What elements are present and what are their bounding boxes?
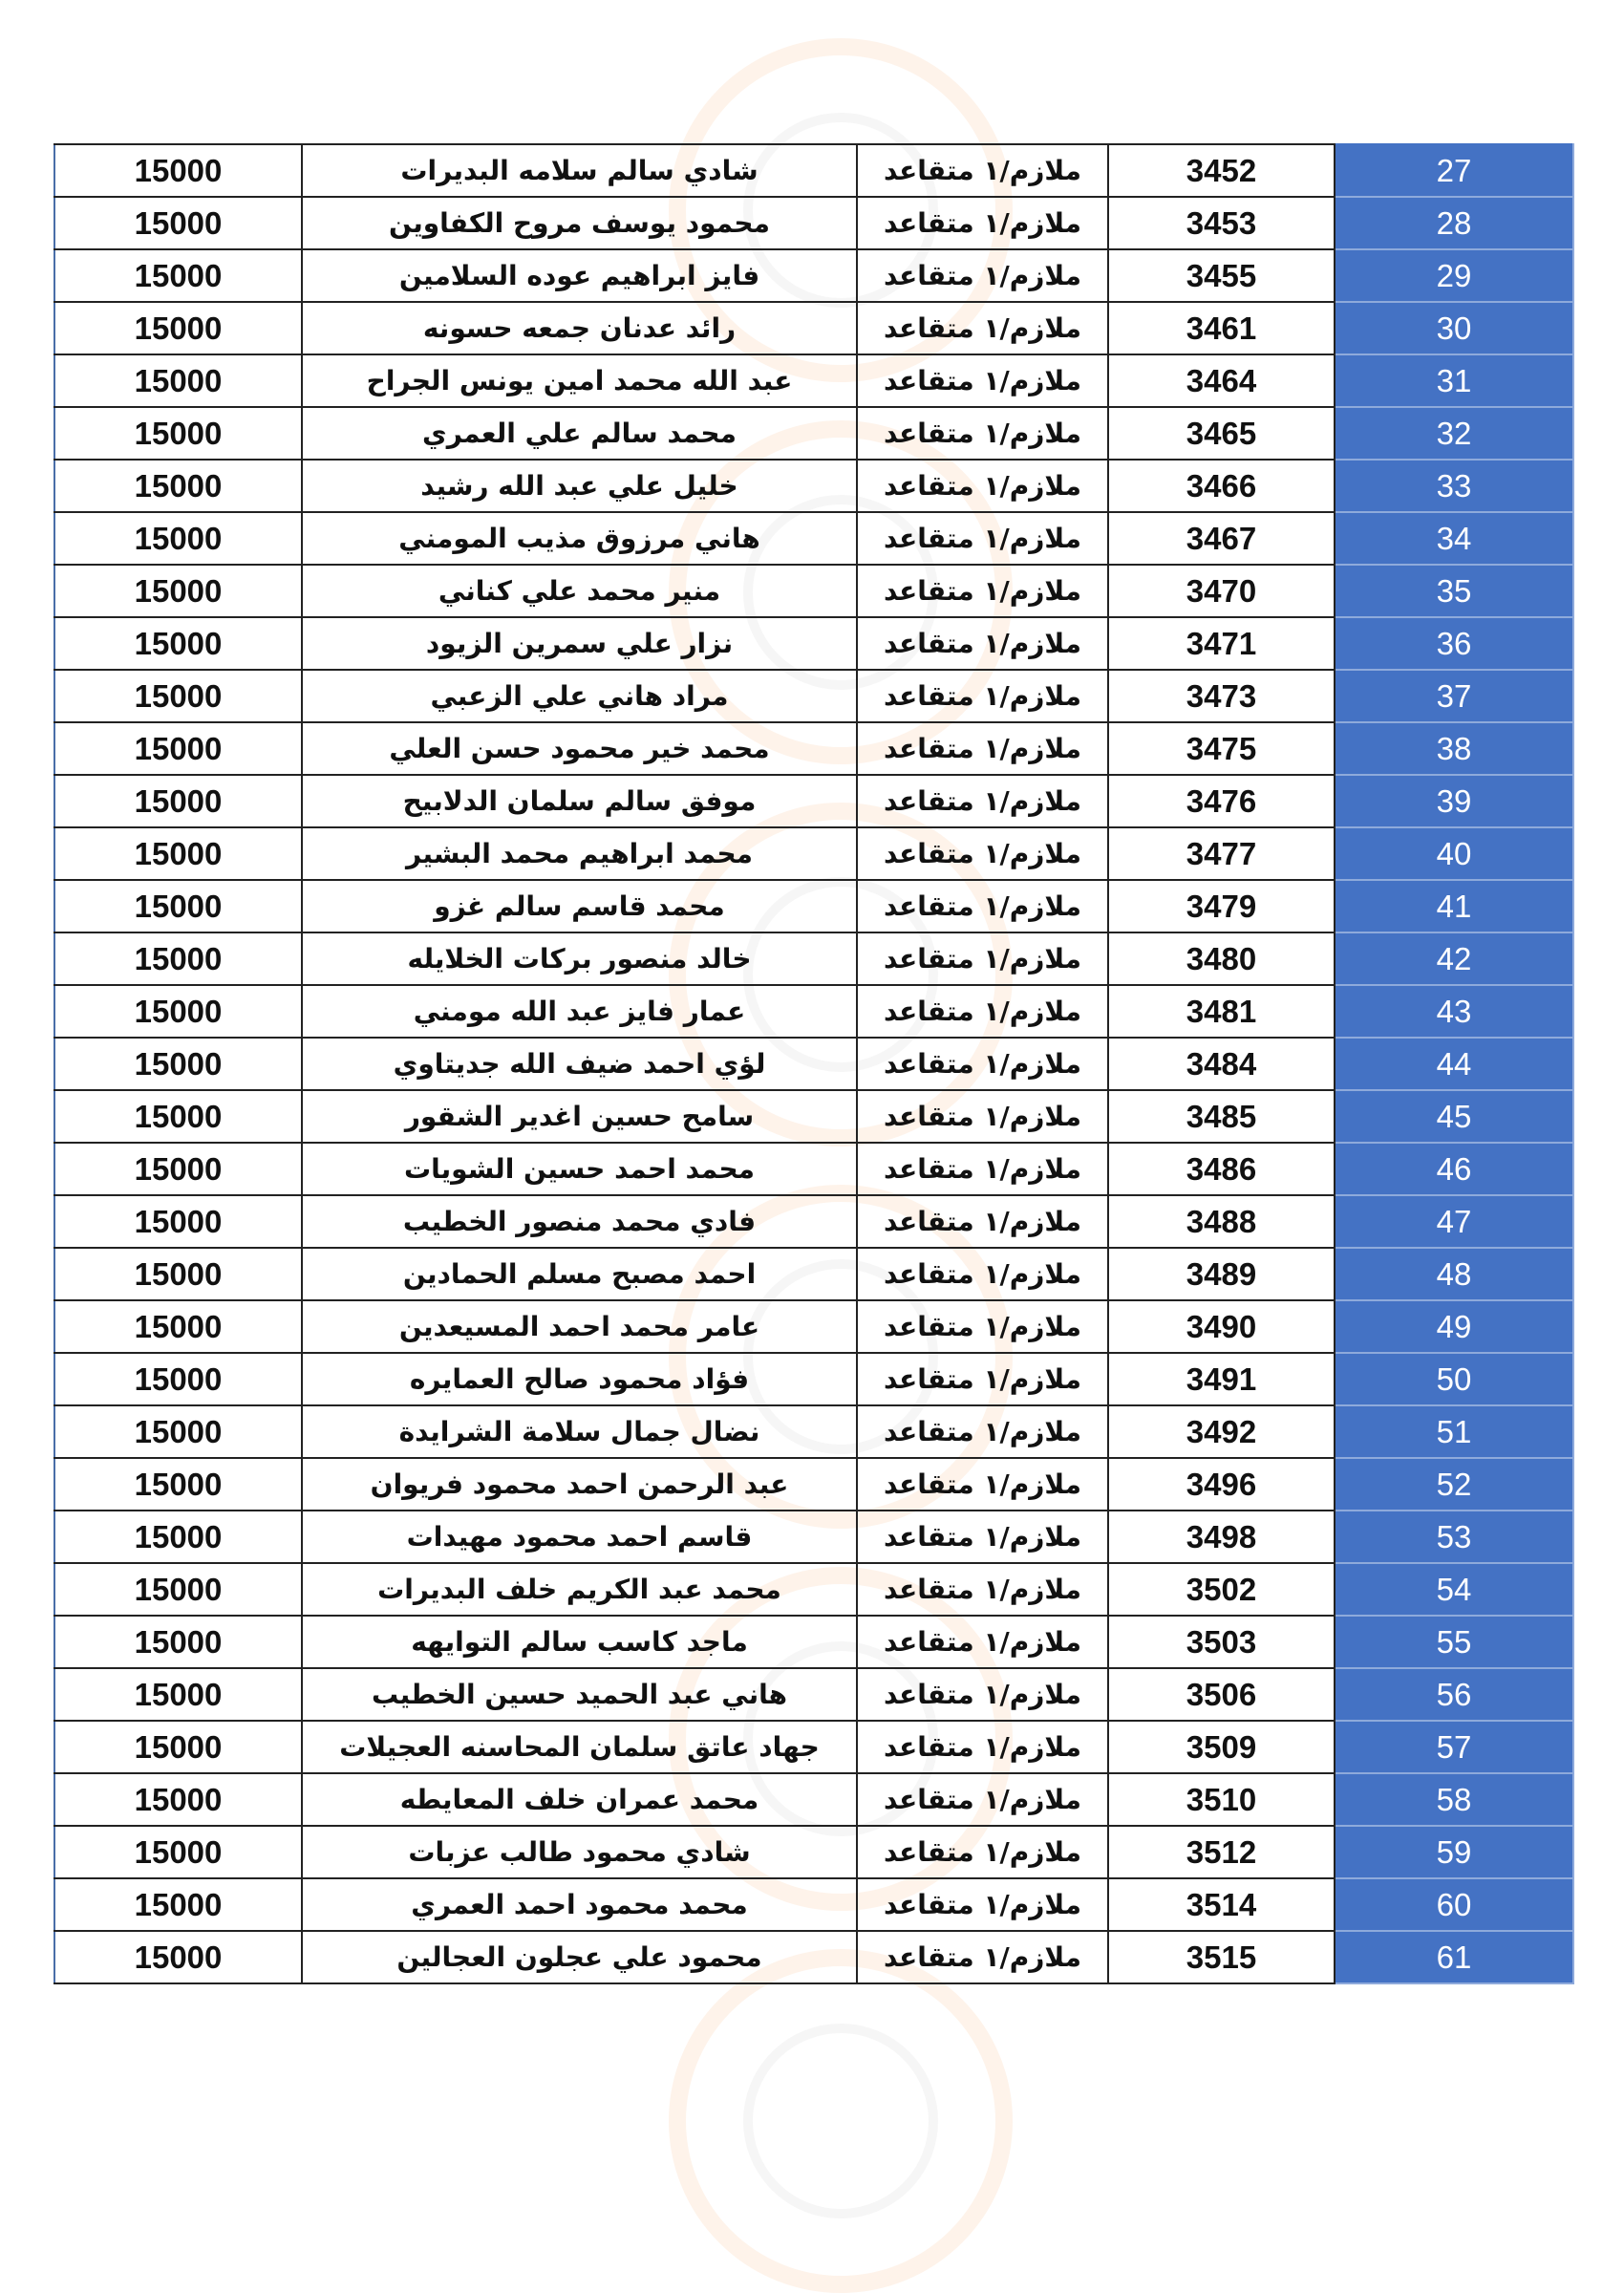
sequence-cell: 29 xyxy=(1335,249,1573,302)
name-cell: عبد الله محمد امين يونس الجراح xyxy=(302,354,857,407)
military-number-cell: 3502 xyxy=(1108,1563,1335,1616)
military-number-cell: 3461 xyxy=(1108,302,1335,354)
amount-cell: 15000 xyxy=(54,1300,302,1353)
table-row xyxy=(54,1090,1573,1143)
military-number-cell: 3514 xyxy=(1108,1878,1335,1931)
sequence-cell: 31 xyxy=(1335,354,1573,407)
military-number-cell: 3492 xyxy=(1108,1405,1335,1458)
rank-cell: ملازم/١ متقاعد xyxy=(857,354,1108,407)
amount-cell: 15000 xyxy=(54,565,302,617)
rank-cell: ملازم/١ متقاعد xyxy=(857,460,1108,512)
amount-cell: 15000 xyxy=(54,1931,302,1983)
amount-cell: 15000 xyxy=(54,460,302,512)
name-cell: محمد احمد حسين الشويات xyxy=(302,1143,857,1195)
military-number-cell: 3488 xyxy=(1108,1195,1335,1248)
table-row xyxy=(54,880,1573,932)
sequence-cell: 48 xyxy=(1335,1248,1573,1300)
sequence-cell: 52 xyxy=(1335,1458,1573,1511)
name-cell: محمد عبد الكريم خلف البديرات xyxy=(302,1563,857,1616)
military-number-cell: 3490 xyxy=(1108,1300,1335,1353)
sequence-cell: 54 xyxy=(1335,1563,1573,1616)
table-row xyxy=(54,1038,1573,1090)
name-cell: فايز ابراهيم عوده السلامين xyxy=(302,249,857,302)
sequence-cell: 60 xyxy=(1335,1878,1573,1931)
amount-cell: 15000 xyxy=(54,880,302,932)
sequence-cell: 53 xyxy=(1335,1511,1573,1563)
name-cell: عامر محمد احمد المسيعدين xyxy=(302,1300,857,1353)
amount-cell: 15000 xyxy=(54,1353,302,1405)
sequence-cell: 58 xyxy=(1335,1773,1573,1826)
military-number-cell: 3515 xyxy=(1108,1931,1335,1983)
rank-cell: ملازم/١ متقاعد xyxy=(857,1878,1108,1931)
military-number-cell: 3466 xyxy=(1108,460,1335,512)
rank-cell: ملازم/١ متقاعد xyxy=(857,1038,1108,1090)
name-cell: شادي سالم سلامه البديرات xyxy=(302,144,857,197)
rank-cell: ملازم/١ متقاعد xyxy=(857,565,1108,617)
military-number-cell: 3503 xyxy=(1108,1616,1335,1668)
table-row xyxy=(54,827,1573,880)
military-number-cell: 3512 xyxy=(1108,1826,1335,1878)
name-cell: محمد محمود احمد العمري xyxy=(302,1878,857,1931)
rank-cell: ملازم/١ متقاعد xyxy=(857,880,1108,932)
table-row xyxy=(54,407,1573,460)
amount-cell: 15000 xyxy=(54,354,302,407)
table-body xyxy=(54,144,1573,1983)
amount-cell: 15000 xyxy=(54,1511,302,1563)
name-cell: نضال جمال سلامة الشرايدة xyxy=(302,1405,857,1458)
sequence-cell: 27 xyxy=(1335,144,1573,197)
watermark-logo xyxy=(669,1949,1013,2293)
table-row xyxy=(54,1195,1573,1248)
sequence-cell: 32 xyxy=(1335,407,1573,460)
sequence-cell: 55 xyxy=(1335,1616,1573,1668)
table-row xyxy=(54,1826,1573,1878)
name-cell: منير محمد علي كناني xyxy=(302,565,857,617)
rank-cell: ملازم/١ متقاعد xyxy=(857,1405,1108,1458)
sequence-cell: 43 xyxy=(1335,985,1573,1038)
name-cell: عبد الرحمن احمد محمود فريوان xyxy=(302,1458,857,1511)
military-number-cell: 3509 xyxy=(1108,1721,1335,1773)
name-cell: فادي محمد منصور الخطيب xyxy=(302,1195,857,1248)
sequence-cell: 39 xyxy=(1335,775,1573,827)
sequence-cell: 56 xyxy=(1335,1668,1573,1721)
name-cell: موفق سالم سلمان الدلابيح xyxy=(302,775,857,827)
table-row xyxy=(54,985,1573,1038)
rank-cell: ملازم/١ متقاعد xyxy=(857,302,1108,354)
amount-cell: 15000 xyxy=(54,1458,302,1511)
name-cell: جهاد عاتق سلمان المحاسنه العجيلات xyxy=(302,1721,857,1773)
rank-cell: ملازم/١ متقاعد xyxy=(857,1300,1108,1353)
table-row xyxy=(54,617,1573,670)
amount-cell: 15000 xyxy=(54,407,302,460)
table-row xyxy=(54,1878,1573,1931)
military-number-cell: 3485 xyxy=(1108,1090,1335,1143)
rank-cell: ملازم/١ متقاعد xyxy=(857,1143,1108,1195)
table-row xyxy=(54,1511,1573,1563)
sequence-cell: 38 xyxy=(1335,722,1573,775)
rank-cell: ملازم/١ متقاعد xyxy=(857,1668,1108,1721)
amount-cell: 15000 xyxy=(54,1195,302,1248)
name-cell: فؤاد محمود صالح العمايره xyxy=(302,1353,857,1405)
table-row xyxy=(54,144,1573,197)
rank-cell: ملازم/١ متقاعد xyxy=(857,827,1108,880)
sequence-cell: 42 xyxy=(1335,932,1573,985)
table-row xyxy=(54,932,1573,985)
name-cell: شادي محمود طالب عزبات xyxy=(302,1826,857,1878)
rank-cell: ملازم/١ متقاعد xyxy=(857,407,1108,460)
military-number-cell: 3486 xyxy=(1108,1143,1335,1195)
sequence-cell: 44 xyxy=(1335,1038,1573,1090)
table-row xyxy=(54,197,1573,249)
table-row xyxy=(54,565,1573,617)
military-number-cell: 3491 xyxy=(1108,1353,1335,1405)
sequence-cell: 41 xyxy=(1335,880,1573,932)
name-cell: سامح حسين اغدير الشقور xyxy=(302,1090,857,1143)
name-cell: محمد ابراهيم محمد البشير xyxy=(302,827,857,880)
amount-cell: 15000 xyxy=(54,932,302,985)
name-cell: ماجد كاسب سالم التوايهه xyxy=(302,1616,857,1668)
rank-cell: ملازم/١ متقاعد xyxy=(857,985,1108,1038)
rank-cell: ملازم/١ متقاعد xyxy=(857,1353,1108,1405)
table-row xyxy=(54,354,1573,407)
amount-cell: 15000 xyxy=(54,1090,302,1143)
amount-cell: 15000 xyxy=(54,197,302,249)
rank-cell: ملازم/١ متقاعد xyxy=(857,1773,1108,1826)
sequence-cell: 30 xyxy=(1335,302,1573,354)
sequence-cell: 61 xyxy=(1335,1931,1573,1983)
rank-cell: ملازم/١ متقاعد xyxy=(857,1511,1108,1563)
sequence-cell: 50 xyxy=(1335,1353,1573,1405)
military-number-cell: 3470 xyxy=(1108,565,1335,617)
name-cell: محمد سالم علي العمري xyxy=(302,407,857,460)
name-cell: لؤي احمد ضيف الله جديتاوي xyxy=(302,1038,857,1090)
name-cell: مراد هاني علي الزعبي xyxy=(302,670,857,722)
amount-cell: 15000 xyxy=(54,1616,302,1668)
sequence-cell: 35 xyxy=(1335,565,1573,617)
rank-cell: ملازم/١ متقاعد xyxy=(857,1090,1108,1143)
rank-cell: ملازم/١ متقاعد xyxy=(857,1195,1108,1248)
table-row xyxy=(54,722,1573,775)
military-number-cell: 3473 xyxy=(1108,670,1335,722)
military-number-cell: 3498 xyxy=(1108,1511,1335,1563)
table-row xyxy=(54,1353,1573,1405)
rank-cell: ملازم/١ متقاعد xyxy=(857,1563,1108,1616)
military-number-cell: 3475 xyxy=(1108,722,1335,775)
name-cell: قاسم احمد محمود مهيدات xyxy=(302,1511,857,1563)
table-row xyxy=(54,1931,1573,1983)
amount-cell: 15000 xyxy=(54,302,302,354)
name-cell: رائد عدنان جمعه حسونه xyxy=(302,302,857,354)
table-row xyxy=(54,670,1573,722)
table-row xyxy=(54,1300,1573,1353)
rank-cell: ملازم/١ متقاعد xyxy=(857,1616,1108,1668)
table-row xyxy=(54,1773,1573,1826)
sequence-cell: 36 xyxy=(1335,617,1573,670)
rank-cell: ملازم/١ متقاعد xyxy=(857,1248,1108,1300)
name-cell: خالد منصور بركات الخلايله xyxy=(302,932,857,985)
military-number-cell: 3489 xyxy=(1108,1248,1335,1300)
name-cell: احمد مصبح مسلم الحمادين xyxy=(302,1248,857,1300)
amount-cell: 15000 xyxy=(54,1248,302,1300)
beneficiaries-table xyxy=(53,143,1574,1984)
military-number-cell: 3506 xyxy=(1108,1668,1335,1721)
military-number-cell: 3465 xyxy=(1108,407,1335,460)
table-row xyxy=(54,249,1573,302)
rank-cell: ملازم/١ متقاعد xyxy=(857,1721,1108,1773)
amount-cell: 15000 xyxy=(54,1668,302,1721)
name-cell: محمد خير محمود حسن العلي xyxy=(302,722,857,775)
sequence-cell: 57 xyxy=(1335,1721,1573,1773)
amount-cell: 15000 xyxy=(54,1143,302,1195)
name-cell: هاني عبد الحميد حسين الخطيب xyxy=(302,1668,857,1721)
table-row xyxy=(54,1248,1573,1300)
military-number-cell: 3496 xyxy=(1108,1458,1335,1511)
amount-cell: 15000 xyxy=(54,1773,302,1826)
rank-cell: ملازم/١ متقاعد xyxy=(857,249,1108,302)
sequence-cell: 37 xyxy=(1335,670,1573,722)
rank-cell: ملازم/١ متقاعد xyxy=(857,932,1108,985)
name-cell: محمد قاسم سالم غزو xyxy=(302,880,857,932)
sequence-cell: 45 xyxy=(1335,1090,1573,1143)
table-row xyxy=(54,1458,1573,1511)
amount-cell: 15000 xyxy=(54,1038,302,1090)
amount-cell: 15000 xyxy=(54,827,302,880)
amount-cell: 15000 xyxy=(54,617,302,670)
amount-cell: 15000 xyxy=(54,1563,302,1616)
table-row xyxy=(54,1563,1573,1616)
table-row xyxy=(54,1721,1573,1773)
amount-cell: 15000 xyxy=(54,1826,302,1878)
amount-cell: 15000 xyxy=(54,775,302,827)
sequence-cell: 34 xyxy=(1335,512,1573,565)
table-row xyxy=(54,460,1573,512)
sequence-cell: 46 xyxy=(1335,1143,1573,1195)
table-row xyxy=(54,1616,1573,1668)
rank-cell: ملازم/١ متقاعد xyxy=(857,144,1108,197)
military-number-cell: 3453 xyxy=(1108,197,1335,249)
name-cell: هاني مرزوق مذيب المومني xyxy=(302,512,857,565)
rank-cell: ملازم/١ متقاعد xyxy=(857,617,1108,670)
amount-cell: 15000 xyxy=(54,144,302,197)
amount-cell: 15000 xyxy=(54,1878,302,1931)
rank-cell: ملازم/١ متقاعد xyxy=(857,1931,1108,1983)
name-cell: محمود علي عجلون العجالين xyxy=(302,1931,857,1983)
table-row xyxy=(54,775,1573,827)
military-number-cell: 3455 xyxy=(1108,249,1335,302)
amount-cell: 15000 xyxy=(54,1721,302,1773)
table-row xyxy=(54,512,1573,565)
sequence-cell: 47 xyxy=(1335,1195,1573,1248)
rank-cell: ملازم/١ متقاعد xyxy=(857,722,1108,775)
rank-cell: ملازم/١ متقاعد xyxy=(857,775,1108,827)
rank-cell: ملازم/١ متقاعد xyxy=(857,512,1108,565)
military-number-cell: 3479 xyxy=(1108,880,1335,932)
table-row xyxy=(54,1143,1573,1195)
amount-cell: 15000 xyxy=(54,670,302,722)
sequence-cell: 49 xyxy=(1335,1300,1573,1353)
sequence-cell: 33 xyxy=(1335,460,1573,512)
military-number-cell: 3477 xyxy=(1108,827,1335,880)
military-number-cell: 3464 xyxy=(1108,354,1335,407)
military-number-cell: 3484 xyxy=(1108,1038,1335,1090)
military-number-cell: 3510 xyxy=(1108,1773,1335,1826)
table-row xyxy=(54,1668,1573,1721)
military-number-cell: 3467 xyxy=(1108,512,1335,565)
name-cell: محمد عمران خلف المعايطه xyxy=(302,1773,857,1826)
sequence-cell: 51 xyxy=(1335,1405,1573,1458)
amount-cell: 15000 xyxy=(54,722,302,775)
table-row xyxy=(54,1405,1573,1458)
sequence-cell: 40 xyxy=(1335,827,1573,880)
military-number-cell: 3452 xyxy=(1108,144,1335,197)
table-row xyxy=(54,302,1573,354)
sequence-cell: 59 xyxy=(1335,1826,1573,1878)
rank-cell: ملازم/١ متقاعد xyxy=(857,1826,1108,1878)
military-number-cell: 3476 xyxy=(1108,775,1335,827)
rank-cell: ملازم/١ متقاعد xyxy=(857,197,1108,249)
name-cell: نزار علي سمرين الزيود xyxy=(302,617,857,670)
name-cell: عمار فايز عبد الله مومني xyxy=(302,985,857,1038)
military-number-cell: 3471 xyxy=(1108,617,1335,670)
sequence-cell: 28 xyxy=(1335,197,1573,249)
military-number-cell: 3480 xyxy=(1108,932,1335,985)
rank-cell: ملازم/١ متقاعد xyxy=(857,1458,1108,1511)
amount-cell: 15000 xyxy=(54,512,302,565)
rank-cell: ملازم/١ متقاعد xyxy=(857,670,1108,722)
amount-cell: 15000 xyxy=(54,249,302,302)
amount-cell: 15000 xyxy=(54,985,302,1038)
name-cell: خليل علي عبد الله رشيد xyxy=(302,460,857,512)
amount-cell: 15000 xyxy=(54,1405,302,1458)
military-number-cell: 3481 xyxy=(1108,985,1335,1038)
name-cell: محمود يوسف مروح الكفاوين xyxy=(302,197,857,249)
